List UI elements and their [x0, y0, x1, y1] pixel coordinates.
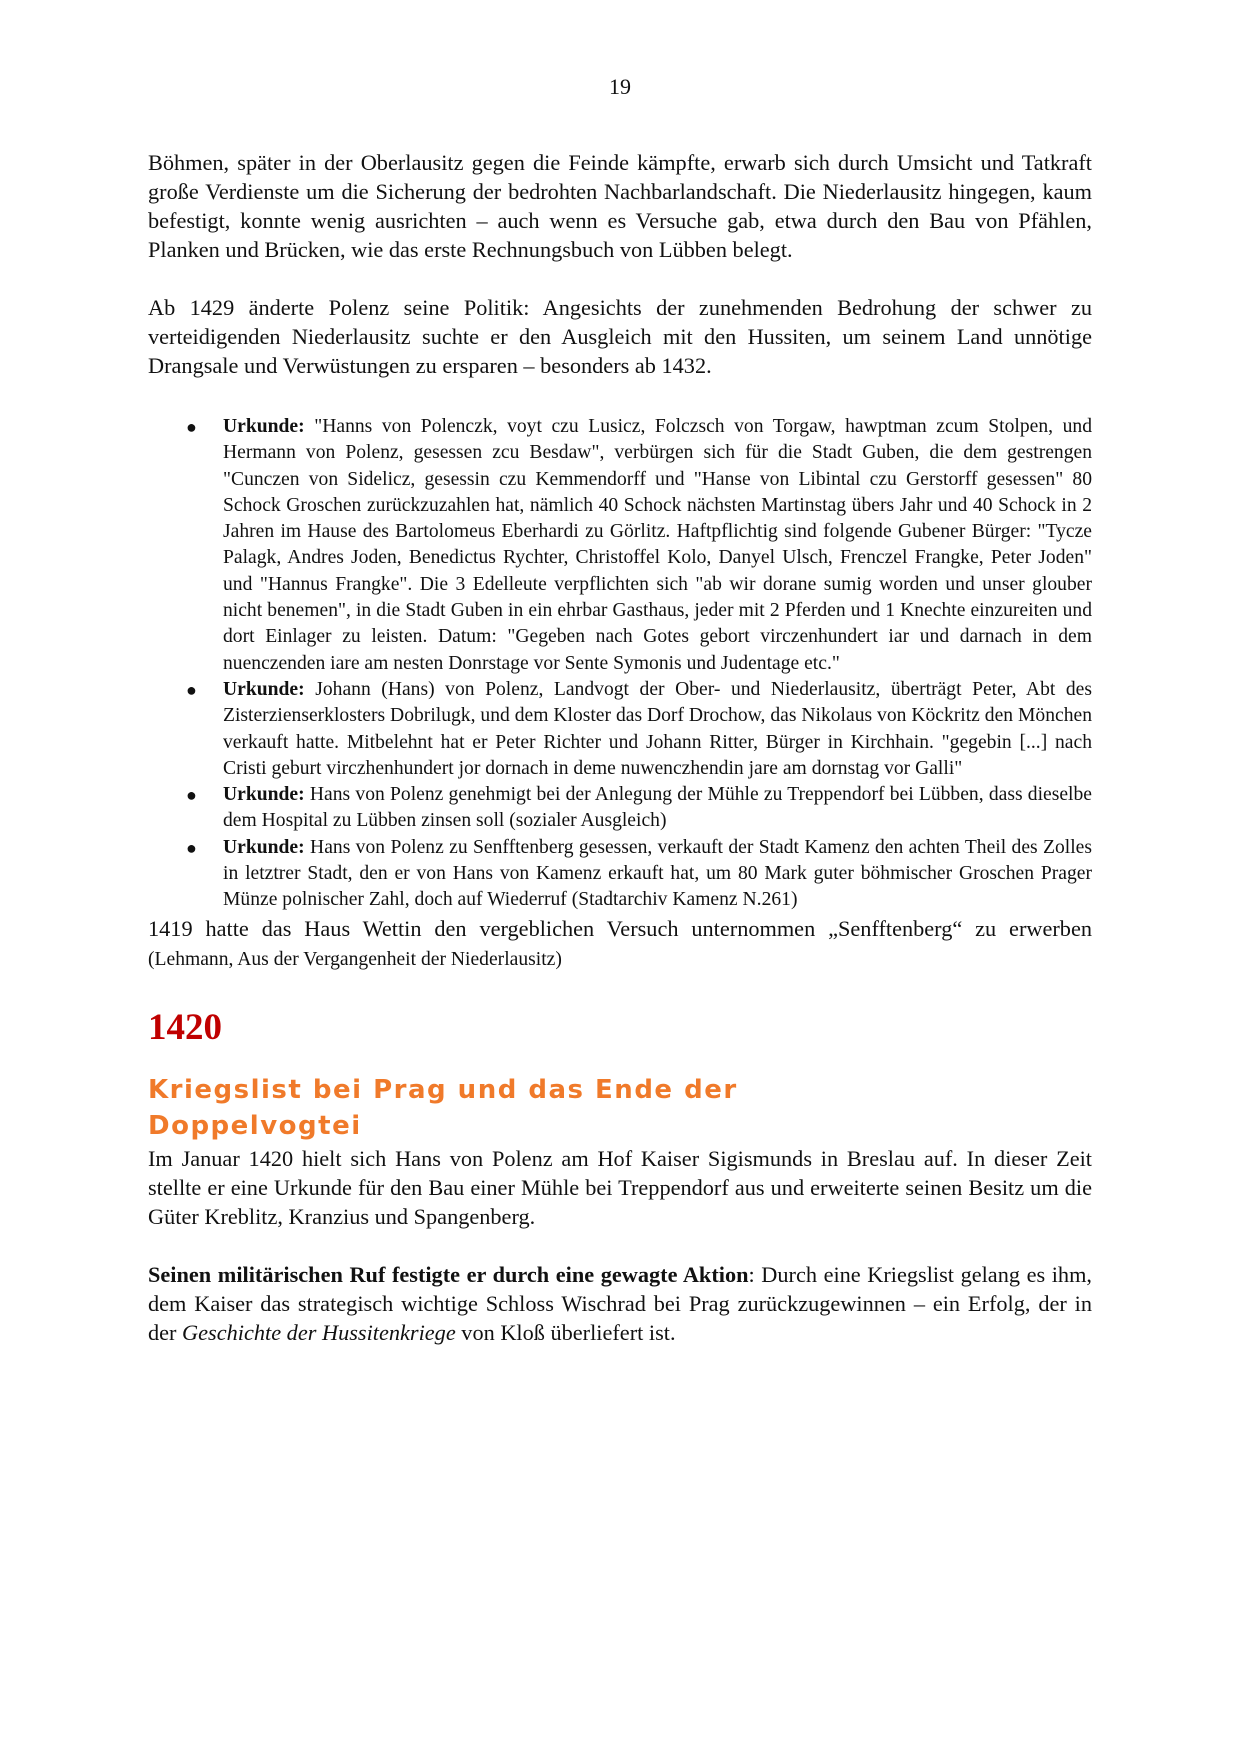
list-item — [186, 414, 1092, 677]
bullet-icon: ● — [186, 837, 197, 858]
bold-lead: Seinen militärischen Ruf festigte er durch eine gewagte Aktion — [148, 1261, 749, 1287]
section-paragraph — [148, 1260, 1092, 1347]
document-text: "Hanns von Polenczk, voyt czu Lusicz, Folczsch von Torgaw, hawptman zcum Stolpen, und Hermann von Polenz, gesessen zcu Besdaw", verbürgen sich für die Stadt Guben, die dem gestrengen "Cunczen von Sidelicz, gesessin czu Kemmendorff und "Hanse von Libintal czu Gerstorff gesessen" 80 Schock Groschen zurückzuzahlen hat, nämlich 40 Schock nächsten Martinstag übers Jahr und 40 Schock in 2 Jahren im Hause des Bartolomeus Eberhardi zu Görlitz. Haftpflichtig sind folgende Gubener Bürger: "Tycze Palagk, Andres Joden, Benedictus Rychter, Christoffel Kolo, Danyel Ulsch, Frenczel Frangke, Peter Joden" und "Hannus Frangke". Die 3 Edelleute verpflichten sich "ab wir dorane sumig worden und unser glouber nicht benemen", in die Stadt Guben in ein ehrbar Gasthaus, jeder mit 2 Pferden und 1 Knechte einzureiten und dort Einlager zu leisten. Datum: "Gegeben nach Gotes gebort virczenhundert iar und darnach in dem nuenczenden iare am nesten Donrstage vor Sente Symonis und Judentage etc." — [223, 416, 1092, 674]
document-label: Urkunde: — [223, 784, 305, 806]
bullet-icon: ● — [186, 785, 197, 806]
document-text: Hans von Polenz zu Senfftenberg gesessen, verkauft der Stadt Kamenz den achten Theil des Zolles in letztrer Stadt, den er von Hans von Kamenz erkauft hat, um 80 Mark guter böhmischer Groschen Prager Münze polnischer Zahl, doch auf Wiederruf (Stadtarchiv Kamenz N.261) — [223, 836, 1092, 911]
paragraph-text: : Durch eine Kriegslist gelang es ihm, dem Kaiser das strategisch wichtige Schloss Wischrad bei Prag zurückzugewinnen – ein Erfolg, der in der — [148, 1261, 1092, 1345]
section-heading: Kriegslist bei Prag und das Ende der Doppelvogtei — [148, 1074, 738, 1141]
page-content — [148, 148, 1092, 1347]
list-item — [186, 782, 1092, 835]
book-title: Geschichte der Hussitenkriege — [182, 1319, 456, 1345]
wettin-source: (Lehmann, Aus der Vergangenheit der Niederlausitz) — [148, 948, 562, 970]
wettin-text: 1419 hatte das Haus Wettin den vergeblichen Versuch unternommen „Senfftenberg“ zu erwerben — [148, 915, 1092, 941]
year-heading: 1420 — [148, 1006, 222, 1048]
list-item — [186, 677, 1092, 782]
document-label: Urkunde: — [223, 416, 305, 437]
bullet-icon: ● — [186, 679, 197, 700]
intro-paragraph: Böhmen, später in der Oberlausitz gegen die Feinde kämpfte, erwarb sich durch Umsicht und Tatkraft große Verdienste um die Sicherung der bedrohten Nachbarlandschaft. Die Niederlausitz hingegen, kaum befestigt, konnte wenig ausrichten – auch wenn es Versuche gab, etwa durch den Bau von Pfählen, Planken und Brücken, wie das erste Rechnungsbuch von Lübben belegt. — [148, 150, 1092, 262]
paragraph-text: von Kloß überliefert ist. — [455, 1319, 676, 1345]
wettin-paragraph — [148, 914, 1092, 974]
document-list — [148, 414, 1092, 914]
page-number: 19 — [609, 74, 631, 99]
list-item — [186, 835, 1092, 914]
intro-paragraph: Ab 1429 änderte Polenz seine Politik: Angesichts der zunehmenden Bedrohung der schwer zu verteidigenden Niederlausitz suchte er den Ausgleich mit den Hussiten, um seinem Land unnötige Drangsale und Verwüstungen zu ersparen – besonders ab 1432. — [148, 295, 1092, 378]
section-paragraph: Im Januar 1420 hielt sich Hans von Polenz am Hof Kaiser Sigismunds in Breslau auf. In dieser Zeit stellte er eine Urkunde für den Bau einer Mühle bei Treppendorf aus und erweiterte seinen Besitz um die Güter Kreblitz, Kranzius und Spangenberg. — [148, 1145, 1092, 1229]
bullet-icon: ● — [186, 417, 197, 437]
document-text: Hans von Polenz genehmigt bei der Anlegung der Mühle zu Treppendorf bei Lübben, dass dieselbe dem Hospital zu Lübben zinsen soll (sozialer Ausgleich) — [223, 784, 1092, 832]
document-label: Urkunde: — [223, 836, 305, 858]
document-label: Urkunde: — [223, 678, 305, 700]
document-text: Johann (Hans) von Polenz, Landvogt der Ober- und Niederlausitz, überträgt Peter, Abt des Zisterzienserklosters Dobrilugk, und dem Kloster das Dorf Drochow, das Nikolaus von Köckritz den Mönchen verkauft hatte. Mitbelehnt hat er Peter Richter und Johann Ritter, Bürger in Kirchhain. "gegebin [...] nach Cristi geburt virczhenhundert jor dornach in deme nuwenczhendin jare am dornstag vor Galli" — [223, 678, 1092, 779]
